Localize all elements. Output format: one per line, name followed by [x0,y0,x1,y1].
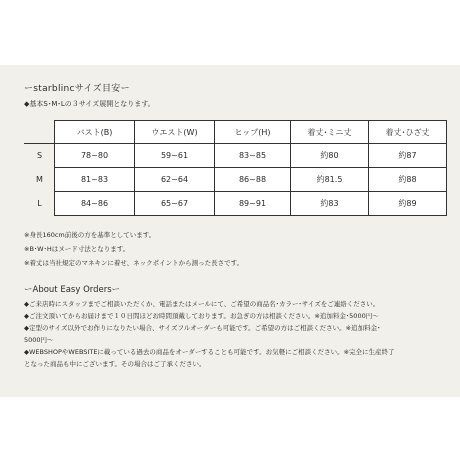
table-cell: 約80 [291,144,369,168]
table-cell: 約89 [369,192,447,216]
table-corner [25,121,55,144]
table-cell: 89~91 [215,192,291,216]
table-cell: 81~83 [55,168,135,192]
page-title: ーstarblincサイズ目安ー [24,84,130,94]
row-label: M [25,168,55,192]
note-line: ※着丈は当社規定のマネキンに着せ、ネックポイントから測った長さです。 [24,259,244,267]
easy-line: ◆ご注文頂いてからお届けまで１０日間ほどお時間頂戴しております。お急ぎの方は相談ください。※追加料金･5000円〜 [24,312,379,320]
table-cell: 約81.5 [291,168,369,192]
note-line: ※B･W･Hはヌード寸法となります。 [24,245,130,253]
easy-line: ◆ご来店時にスタッフまでご相談いただくか、電話またはメールにて、ご希望の商品名･カラー･サイズをご連絡ください。 [24,300,380,308]
table-header-row [25,121,447,144]
note-line: ※身長160cm前後の方を基準としています。 [24,231,156,239]
notes [24,228,444,270]
size-table [24,120,447,216]
table-row [25,192,447,216]
row-label: S [25,144,55,168]
table-cell: 62~64 [135,168,215,192]
easy-line: 5000円〜 [24,336,54,344]
easy-line: となった商品も中にございます。その場合はご了承ください。 [24,360,206,368]
table-row [25,144,447,168]
header-bust: バスト(B) [55,121,135,144]
table-cell: 84~86 [55,192,135,216]
row-label: L [25,192,55,216]
table-cell: 83~85 [215,144,291,168]
table-cell: 86~88 [215,168,291,192]
header-length-mini: 着丈･ミニ丈 [291,121,369,144]
table-cell: 約87 [369,144,447,168]
easy-orders-text [24,298,444,370]
header-hip: ヒップ(H) [215,121,291,144]
table-cell: 約83 [291,192,369,216]
table-cell: 59~61 [135,144,215,168]
table-cell: 約88 [369,168,447,192]
easy-line: ◆WEBSHOPやWEBSITEに載っている過去の商品をオーダーすることも可能です。お気軽にご相談ください。※完全に生産終了 [24,348,395,356]
easy-orders-title: ーAbout Easy Ordersー [24,285,121,295]
header-length-knee: 着丈･ひざ丈 [369,121,447,144]
table-cell: 78~80 [55,144,135,168]
subtitle: ◆基本S･M･Lの３サイズ展開となります。 [24,100,155,108]
table-cell: 65~67 [135,192,215,216]
header-waist: ウエスト(W) [135,121,215,144]
easy-line: ◆定型のサイズ以外でお作りになりたい場合、サイズフルオーダーも可能です。ご希望の方はご相談ください。※追加料金･ [24,324,381,332]
table-row [25,168,447,192]
